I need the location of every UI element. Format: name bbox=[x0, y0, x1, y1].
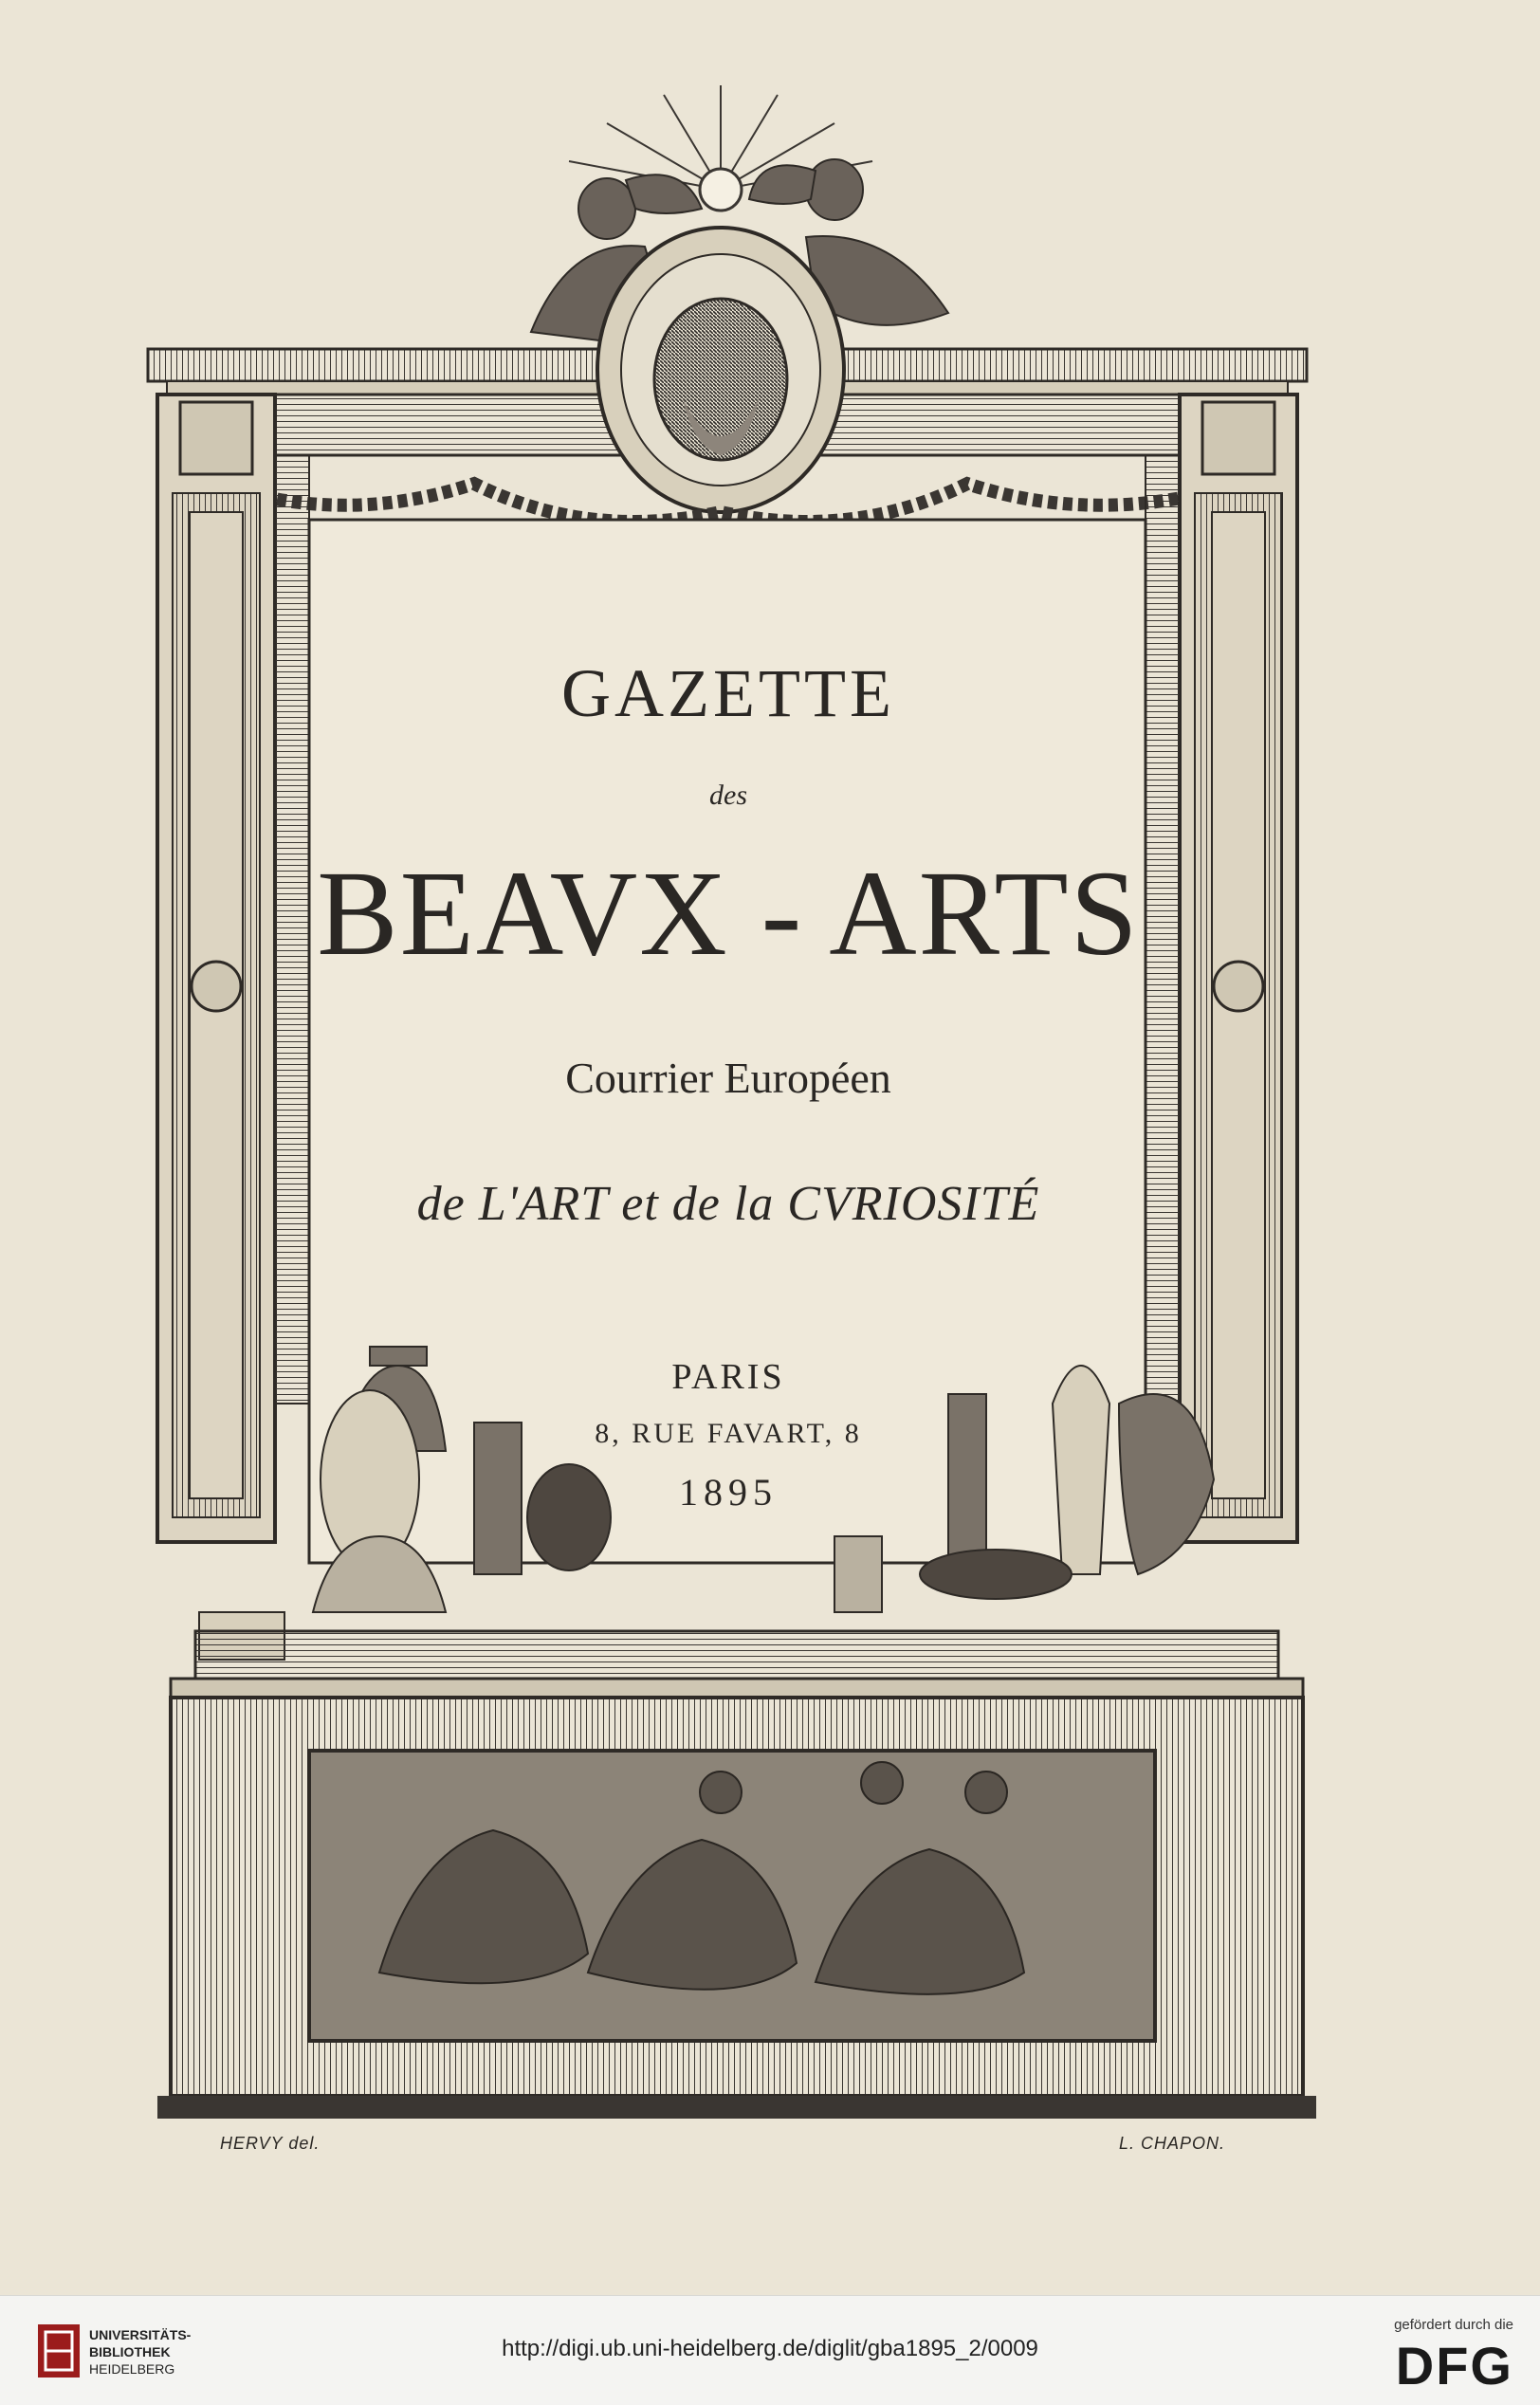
left-pilaster bbox=[157, 395, 275, 1542]
imprint-year: 1895 bbox=[679, 1471, 778, 1514]
imprint-city: PARIS bbox=[671, 1357, 785, 1397]
mantel-shelf bbox=[195, 1631, 1278, 1679]
subtitle-curiosite: de L'ART et de la CVRIOSITÉ bbox=[416, 1177, 1040, 1231]
title-des: des bbox=[709, 780, 747, 811]
base-plinth bbox=[157, 2096, 1316, 2119]
engraver-credit-left: HERVY del. bbox=[220, 2134, 321, 2153]
portrait-medallion bbox=[597, 228, 844, 512]
permalink-url[interactable]: http://digi.ub.uni-heidelberg.de/diglit/gba1895_2/0009 bbox=[502, 2336, 1038, 2361]
sun-icon bbox=[700, 169, 742, 211]
right-pilaster bbox=[1180, 395, 1297, 1542]
title-gazette: GAZETTE bbox=[561, 655, 895, 731]
engraver-credit-right: L. CHAPON. bbox=[1119, 2134, 1226, 2153]
subtitle-courrier: Courrier Européen bbox=[565, 1054, 891, 1102]
rosette-icon bbox=[1214, 962, 1263, 1011]
university-name: UNIVERSITÄTS- BIBLIOTHEK HEIDELBERG bbox=[89, 2327, 192, 2377]
funding-note: gefördert durch die bbox=[1394, 2317, 1513, 2333]
viewer-footer bbox=[0, 2295, 1540, 2405]
rosette-icon bbox=[192, 962, 241, 1011]
title-beaux-arts: BEAVX - ARTS bbox=[317, 846, 1140, 981]
dfg-logo: DFG bbox=[1395, 2336, 1513, 2396]
imprint-address: 8, RUE FAVART, 8 bbox=[595, 1418, 862, 1449]
